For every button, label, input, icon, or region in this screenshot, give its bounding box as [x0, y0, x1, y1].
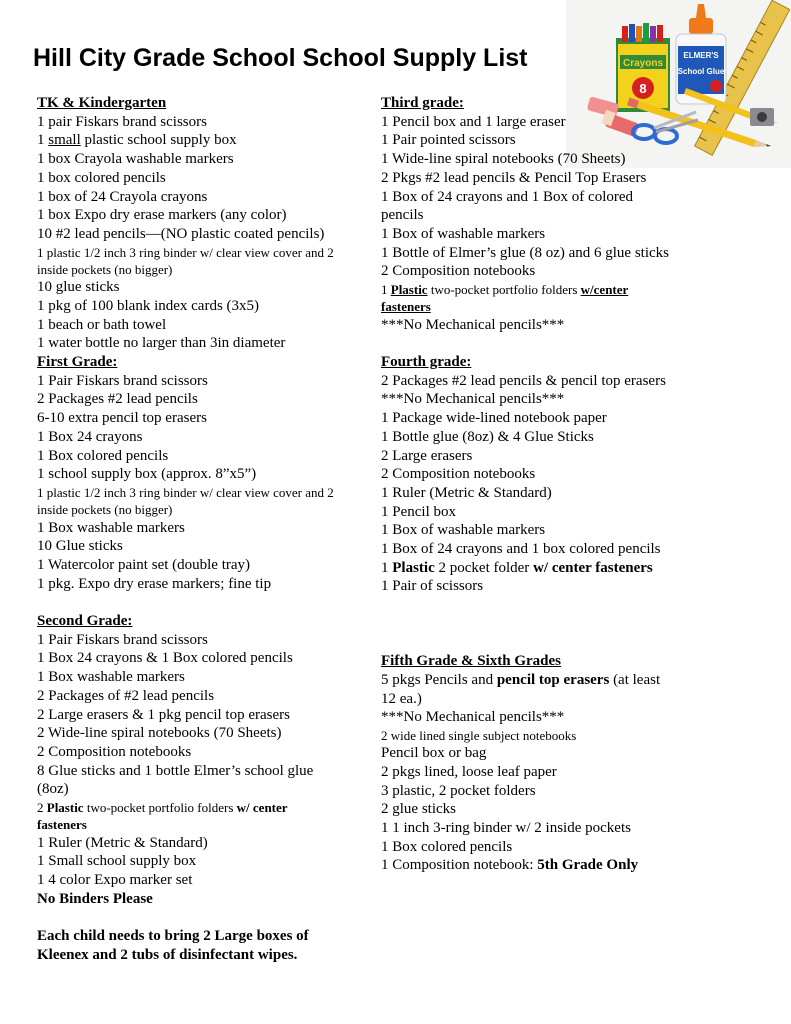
- list-item: 2 Plastic two-pocket portfolio folders w/ center fasteners: [37, 800, 288, 833]
- section-heading-fourth-grade: Fourth grade:: [381, 354, 472, 371]
- list-item: 1 Pair Fiskars brand scissors: [37, 631, 208, 648]
- list-item: 2 Packages of #2 lead pencils: [37, 687, 215, 704]
- list-item: 1 school supply box (approx. 8”x5”): [37, 466, 257, 483]
- list-item: 1 Pencil box: [381, 503, 456, 520]
- list-item: 1 Wide-line spiral notebooks (70 Sheets): [381, 151, 626, 168]
- svg-text:8: 8: [639, 81, 647, 96]
- list-item: 1 Box of 24 crayons and 1 box colored pencils: [381, 541, 661, 558]
- list-item: ***No Mechanical pencils***: [381, 316, 565, 333]
- list-item: 10 #2 lead pencils—(NO plastic coated pencils): [37, 225, 325, 242]
- list-item: 2 Wide-line spiral notebooks (70 Sheets): [37, 725, 282, 742]
- svg-text:School Glue: School Glue: [677, 67, 725, 76]
- list-item: 1 pkg of 100 blank index cards (3x5): [37, 297, 260, 314]
- list-item: 2 Composition notebooks: [37, 743, 192, 760]
- list-item: 2 pkgs lined, loose leaf paper: [381, 763, 557, 780]
- list-item: 1 Small school supply box: [37, 853, 197, 870]
- list-item: 1 water bottle no larger than 3in diameter: [37, 335, 286, 352]
- list-item: Pencil box or bag: [381, 745, 487, 762]
- svg-text:Crayons: Crayons: [622, 58, 664, 69]
- list-item: 1 Box 24 crayons & 1 Box colored pencils: [37, 650, 293, 667]
- list-item: 1 pkg. Expo dry erase markers; fine tip: [37, 575, 272, 592]
- list-item: 1 plastic 1/2 inch 3 ring binder w/ clear view cover and 2 inside pockets (no bigger): [37, 484, 334, 518]
- list-item: 1 box Crayola washable markers: [37, 151, 234, 168]
- section-heading-first-grade: First Grade:: [37, 354, 118, 371]
- list-item: 10 Glue sticks: [37, 538, 123, 555]
- section-heading-tk-kindergarten: TK & Kindergarten: [37, 95, 167, 111]
- list-item: 1 Pair pointed scissors: [381, 132, 516, 149]
- list-item: 1 plastic 1/2 inch 3 ring binder w/ clear view cover and 2 inside pockets (no bigger): [37, 244, 334, 277]
- list-item: 2 Composition notebooks: [381, 466, 536, 483]
- list-item: 2 Packages #2 lead pencils & pencil top erasers: [381, 372, 666, 389]
- list-item: 1 Pair Fiskars brand scissors: [37, 372, 208, 389]
- kleenex-wipes-note: Each child needs to bring 2 Large boxes of Kleenex and 2 tubs of disinfectant wipes.: [37, 928, 309, 963]
- list-item: 1 4 color Expo marker set: [37, 872, 193, 889]
- list-item: 1 box colored pencils: [37, 169, 166, 186]
- list-item: 1 Box 24 crayons: [37, 428, 143, 445]
- list-item: 1 Composition notebook: 5th Grade Only: [381, 857, 639, 874]
- list-item: 1 box of 24 Crayola crayons: [37, 188, 208, 205]
- list-item: ***No Mechanical pencils***: [381, 709, 565, 726]
- list-item: 8 Glue sticks and 1 bottle Elmer’s school glue (8oz): [37, 762, 314, 798]
- section-heading-second-grade: Second Grade:: [37, 613, 133, 630]
- svg-text:ELMER'S: ELMER'S: [683, 51, 719, 60]
- list-item: 1 Box of washable markers: [381, 225, 546, 242]
- list-item: 2 wide lined single subject notebooks: [381, 727, 577, 743]
- no-binders-note: No Binders Please: [37, 890, 153, 907]
- list-item: 1 Pencil box and 1 large eraser: [381, 113, 566, 130]
- list-item: 2 Composition notebooks: [381, 263, 536, 280]
- list-item: 2 glue sticks: [381, 801, 456, 818]
- list-item: 1 Box washable markers: [37, 519, 185, 536]
- list-item: 1 Ruler (Metric & Standard): [37, 834, 208, 851]
- list-item: 1 Bottle glue (8oz) & 4 Glue Sticks: [381, 428, 594, 445]
- list-item: 1 Pair of scissors: [381, 578, 484, 595]
- list-item: 2 Packages #2 lead pencils: [37, 391, 198, 408]
- list-item: 1 Box of 24 crayons and 1 Box of colored pencils: [381, 188, 634, 224]
- list-item: 1 Box colored pencils: [381, 838, 513, 855]
- list-item: 1 Package wide-lined notebook paper: [381, 410, 607, 427]
- list-item: 1 Box washable markers: [37, 669, 185, 686]
- section-heading-third-grade: Third grade:: [381, 95, 464, 111]
- list-item: ***No Mechanical pencils***: [381, 391, 565, 408]
- list-item: 1 box Expo dry erase markers (any color): [37, 207, 287, 224]
- list-item: 1 Bottle of Elmer’s glue (8 oz) and 6 glue sticks: [381, 244, 669, 261]
- right-column: [381, 94, 671, 875]
- page-title: Hill City Grade School School Supply List: [33, 44, 528, 72]
- list-item: 2 Large erasers & 1 pkg pencil top erasers: [37, 706, 290, 723]
- left-column: [37, 94, 337, 965]
- list-item: 1 Box of washable markers: [381, 522, 546, 539]
- list-item: 1 beach or bath towel: [37, 316, 167, 333]
- list-item: 1 small plastic school supply box: [37, 132, 237, 149]
- section-heading-fifth-sixth-grades: Fifth Grade & Sixth Grades: [381, 653, 561, 670]
- list-item: 3 plastic, 2 pocket folders: [381, 782, 536, 799]
- list-item: 1 Box colored pencils: [37, 447, 169, 464]
- list-item: 1 pair Fiskars brand scissors: [37, 113, 207, 130]
- list-item: 10 glue sticks: [37, 279, 120, 296]
- list-item: 2 Large erasers: [381, 447, 473, 464]
- list-item: 1 Plastic 2 pocket folder w/ center fasteners: [381, 559, 653, 576]
- list-item: 1 Watercolor paint set (double tray): [37, 556, 251, 573]
- list-item: 5 pkgs Pencils and pencil top erasers (at least 12 ea.): [381, 671, 661, 707]
- list-item: 2 Pkgs #2 lead pencils & Pencil Top Erasers: [381, 169, 647, 186]
- list-item: 6-10 extra pencil top erasers: [37, 410, 207, 427]
- list-item: 1 1 inch 3-ring binder w/ 2 inside pockets: [381, 820, 631, 837]
- list-item: 1 Ruler (Metric & Standard): [381, 484, 552, 501]
- list-item: 1 Plastic two-pocket portfolio folders w/center fasteners: [381, 282, 629, 315]
- sharpener-icon: [750, 108, 774, 126]
